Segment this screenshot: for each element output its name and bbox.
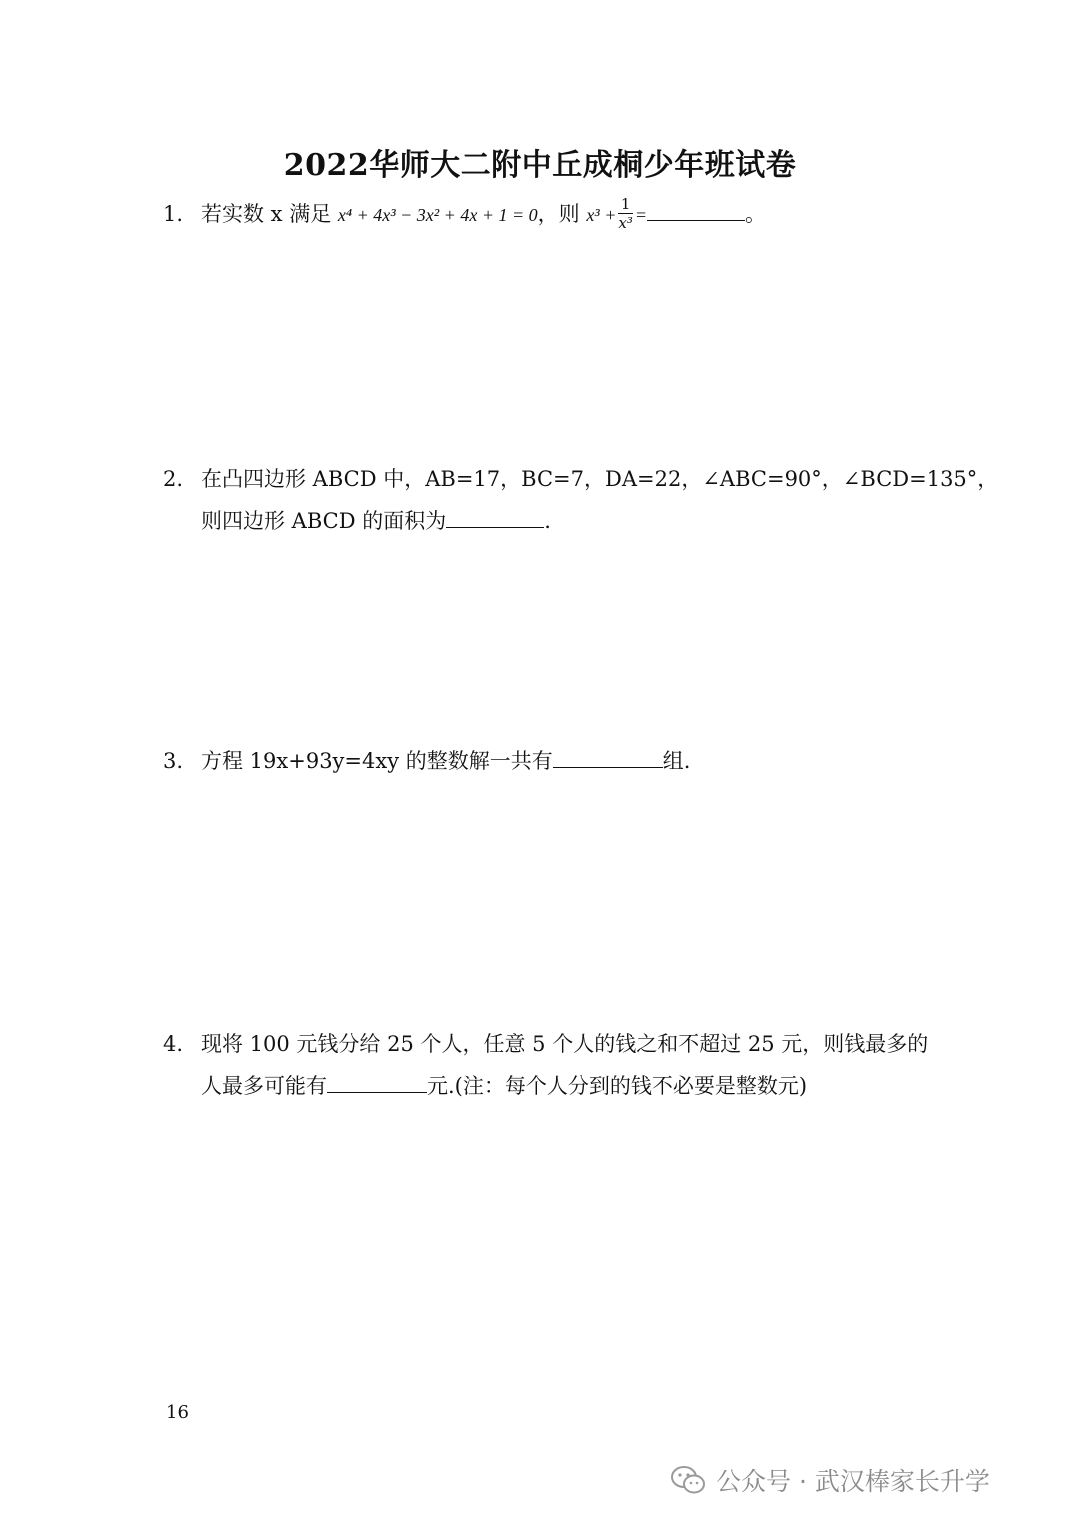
fraction-numerator: 1 xyxy=(618,195,632,214)
equals-sign: = xyxy=(634,205,647,225)
question-number: 1. xyxy=(163,202,184,226)
question-text: 若实数 x 满足 xyxy=(201,202,338,226)
question-text-line1: 现将 100 元钱分给 25 个人，任意 5 个人的钱之和不超过 25 元，则钱最多的 xyxy=(201,1032,929,1056)
expression-base: x³ + xyxy=(586,205,617,225)
question-text-line2: 则四边形 ABCD 的面积为 xyxy=(201,509,447,533)
question-line2 xyxy=(163,500,998,542)
question-3 xyxy=(163,740,690,782)
answer-blank[interactable] xyxy=(327,1072,427,1093)
equation: x⁴ + 4x³ − 3x² + 4x + 1 = 0 xyxy=(337,205,538,225)
question-1 xyxy=(163,193,766,236)
question-text-line2: 人最多可能有 xyxy=(201,1074,327,1098)
question-4 xyxy=(163,1023,928,1107)
question-text: 方程 19x+93y=4xy 的整数解一共有 xyxy=(201,749,553,773)
question-text-mid: ，则 xyxy=(537,202,587,226)
answer-blank[interactable] xyxy=(446,507,544,528)
question-text-line2-end: 元.(注：每个人分到的钱不必要是整数元) xyxy=(427,1074,808,1098)
question-2 xyxy=(163,458,998,542)
fraction-denominator: x³ xyxy=(618,214,633,232)
question-end: 。 xyxy=(745,202,766,226)
answer-blank[interactable] xyxy=(553,747,663,768)
question-number: 4. xyxy=(163,1032,184,1056)
watermark-text: 公众号 · 武汉棒家长升学 xyxy=(716,1467,990,1496)
answer-blank[interactable] xyxy=(647,200,745,221)
question-text-line1: 在凸四边形 ABCD 中，AB=17，BC=7，DA=22，∠ABC=90°，∠BCD=135°， xyxy=(201,467,999,491)
question-line2 xyxy=(163,1065,928,1107)
question-number: 3. xyxy=(163,749,184,773)
question-text-line2-end: . xyxy=(544,509,551,533)
question-text-end: 组. xyxy=(662,749,691,773)
page-title: 2022华师大二附中丘成桐少年班试卷 xyxy=(283,148,797,183)
wechat-icon xyxy=(670,1465,706,1495)
question-number: 2. xyxy=(163,467,184,491)
watermark xyxy=(670,1462,990,1498)
fraction xyxy=(618,195,632,232)
page-number: 16 xyxy=(166,1402,189,1423)
